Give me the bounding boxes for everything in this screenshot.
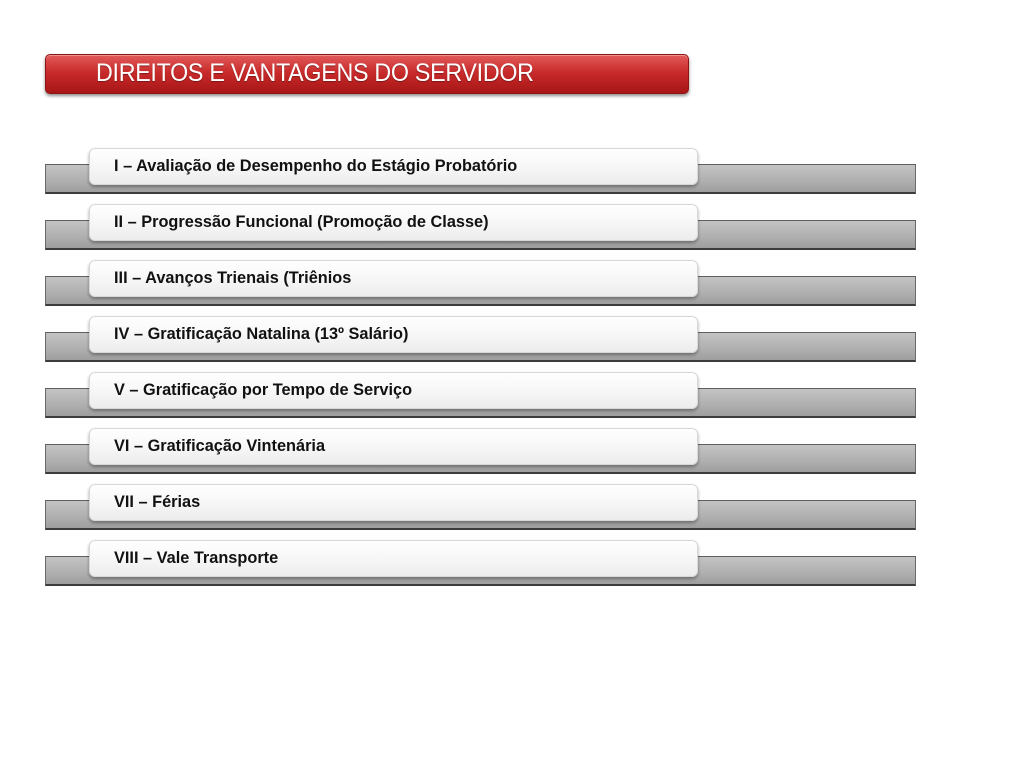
item-label-box: [89, 372, 698, 409]
item-label-box: [89, 148, 698, 185]
list-item: [0, 148, 1024, 204]
list-item: [0, 428, 1024, 484]
item-label: I – Avaliação de Desempenho do Estágio Probatório: [114, 156, 518, 175]
list-item: [0, 484, 1024, 540]
item-label: IV – Gratificação Natalina (13º Salário): [114, 324, 409, 343]
list-item: [0, 260, 1024, 316]
item-label: VI – Gratificação Vintenária: [114, 436, 326, 455]
item-label-box: [89, 316, 698, 353]
item-label-box: [89, 540, 698, 577]
item-label-box: [89, 204, 698, 241]
title-banner: [45, 54, 689, 94]
item-label: II – Progressão Funcional (Promoção de Classe): [114, 212, 489, 231]
item-label-box: [89, 260, 698, 297]
item-label: V – Gratificação por Tempo de Serviço: [114, 380, 413, 399]
item-label-box: [89, 428, 698, 465]
list-item: [0, 540, 1024, 596]
list-item: [0, 372, 1024, 428]
item-label-box: [89, 484, 698, 521]
item-label: III – Avanços Trienais (Triênios: [114, 268, 352, 287]
item-label: VII – Férias: [114, 492, 201, 511]
item-label: VIII – Vale Transporte: [114, 548, 279, 567]
slide-title: DIREITOS E VANTAGENS DO SERVIDOR: [96, 59, 534, 87]
list-item: [0, 204, 1024, 260]
list-item: [0, 316, 1024, 372]
